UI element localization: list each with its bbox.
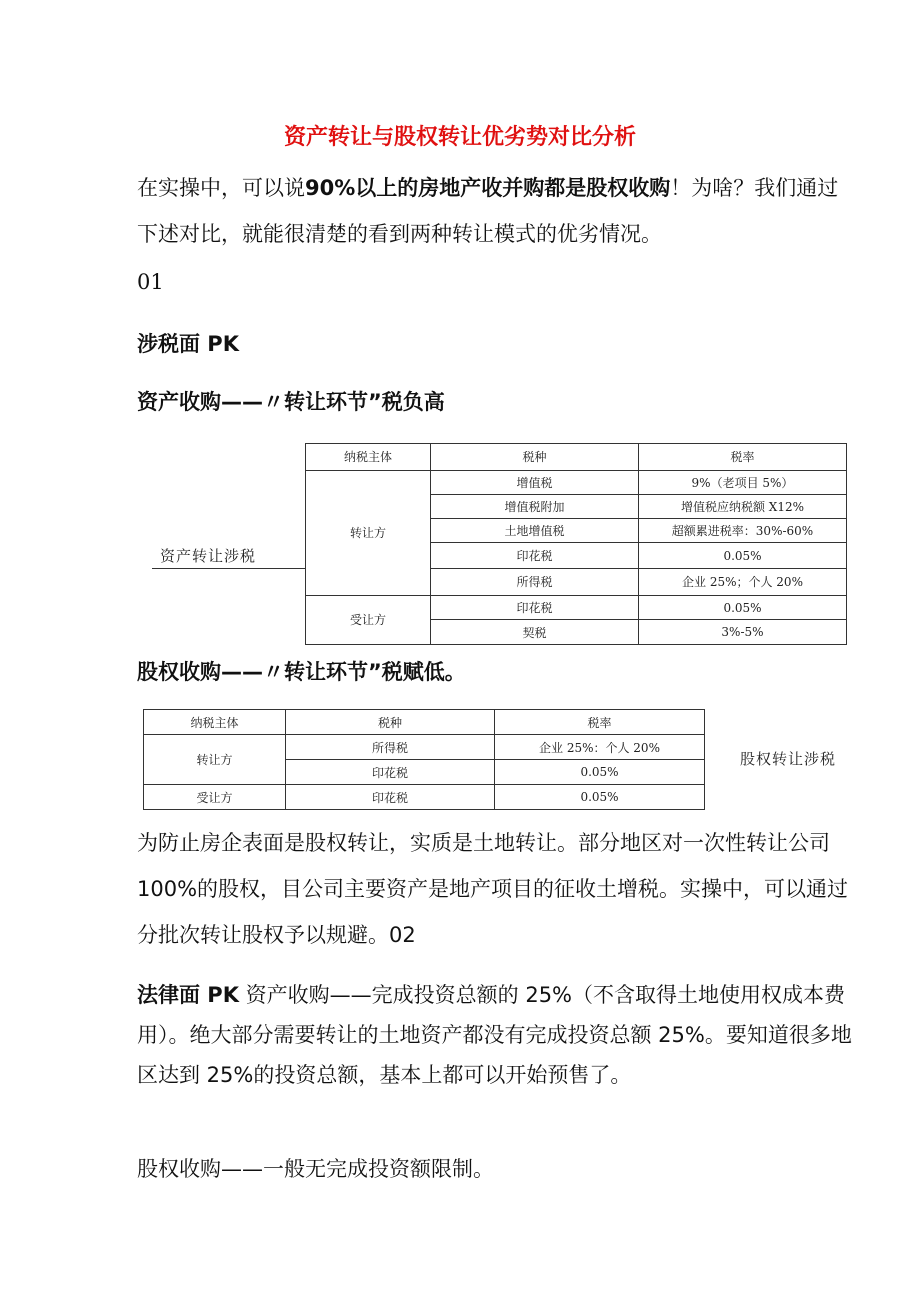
asset-tax-table xyxy=(305,443,847,645)
tax-rate-cell: 3%-5% xyxy=(639,620,847,645)
tax-type-cell: 所得税 xyxy=(286,735,495,760)
intro-text-1: 在实操中，可以说 xyxy=(137,176,305,200)
tax-rate-cell: 0.05% xyxy=(639,595,847,620)
header-cell: 税率 xyxy=(495,710,705,735)
equity-table-side-label: 股权转让涉税 xyxy=(740,750,837,768)
tax-type-cell: 契税 xyxy=(431,620,639,645)
tax-type-cell: 印花税 xyxy=(431,543,639,569)
tax-type-cell: 土地增值税 xyxy=(431,518,639,543)
header-cell: 纳税主体 xyxy=(306,444,431,471)
table-row xyxy=(144,785,705,810)
legal-paragraph xyxy=(137,975,857,1095)
legal-text: 资产收购——完成投资总额的 25%（不含取得土地使用权成本费用）。绝大部分需要转让的土地资产都没有完成投资总额 25%。要知道很多地区达到 25%的投资总额，基本上都可以开始预售了。 xyxy=(137,983,852,1087)
tax-rate-cell: 企业 25%；个人 20% xyxy=(639,569,847,596)
equity-limit-paragraph: 股权收购——一般无完成投资额限制。 xyxy=(137,1157,494,1181)
tax-rate-cell: 增值税应纳税额 X12% xyxy=(639,495,847,519)
transferee-cell: 受让方 xyxy=(144,785,286,810)
asset-table-side-label: 资产转让涉税 xyxy=(160,547,257,565)
tax-type-cell: 印花税 xyxy=(286,760,495,785)
tax-type-cell: 增值税 xyxy=(431,470,639,495)
heading-equity-acquisition: 股权收购——〃转让环节”税赋低。 xyxy=(137,660,466,684)
transferor-cell: 转让方 xyxy=(306,470,431,595)
heading-tax-pk: 涉税面 PK xyxy=(137,332,239,356)
header-cell: 纳税主体 xyxy=(144,710,286,735)
intro-text-2: ！为啥？我们通过下述对比，就能很清楚的看到两种转让模式的优劣情况。 xyxy=(137,176,839,246)
table-header-row xyxy=(144,710,705,735)
tax-rate-cell: 0.05% xyxy=(495,760,705,785)
intro-bold: 90%以上的房地产收并购都是股权收购 xyxy=(305,176,671,200)
tax-rate-cell: 企业 25%：个人 20% xyxy=(495,735,705,760)
page-title: 资产转让与股权转让优劣势对比分析 xyxy=(283,125,636,150)
tax-type-cell: 印花税 xyxy=(431,595,639,620)
header-cell: 税率 xyxy=(639,444,847,471)
anti-avoidance-paragraph: 为防止房企表面是股权转让，实质是土地转让。部分地区对一次性转让公司 100%的股权，目公司主要资产是地产项目的征收土增税。实操中，可以通过分批次转让股权予以规避。02 xyxy=(137,831,849,947)
tax-rate-cell: 0.05% xyxy=(639,543,847,569)
tax-type-cell: 印花税 xyxy=(286,785,495,810)
asset-side-label-line xyxy=(152,568,306,569)
heading-asset-acquisition: 资产收购——〃转让环节”税负高 xyxy=(137,390,445,414)
header-cell: 税种 xyxy=(286,710,495,735)
header-cell: 税种 xyxy=(431,444,639,471)
tax-type-cell: 所得税 xyxy=(431,569,639,596)
intro-paragraph xyxy=(137,165,857,257)
table-row xyxy=(306,595,847,620)
tax-rate-cell: 0.05% xyxy=(495,785,705,810)
equity-tax-table xyxy=(143,709,705,810)
table-row xyxy=(144,735,705,760)
table-row xyxy=(306,470,847,495)
table-header-row xyxy=(306,444,847,471)
tax-rate-cell: 9%（老项目 5%） xyxy=(639,470,847,495)
transferor-cell: 转让方 xyxy=(144,735,286,785)
transferee-cell: 受让方 xyxy=(306,595,431,644)
section-number-01: 01 xyxy=(137,270,164,294)
tax-rate-cell: 超额累进税率：30%-60% xyxy=(639,518,847,543)
tax-type-cell: 增值税附加 xyxy=(431,495,639,519)
legal-heading: 法律面 PK xyxy=(137,983,239,1007)
